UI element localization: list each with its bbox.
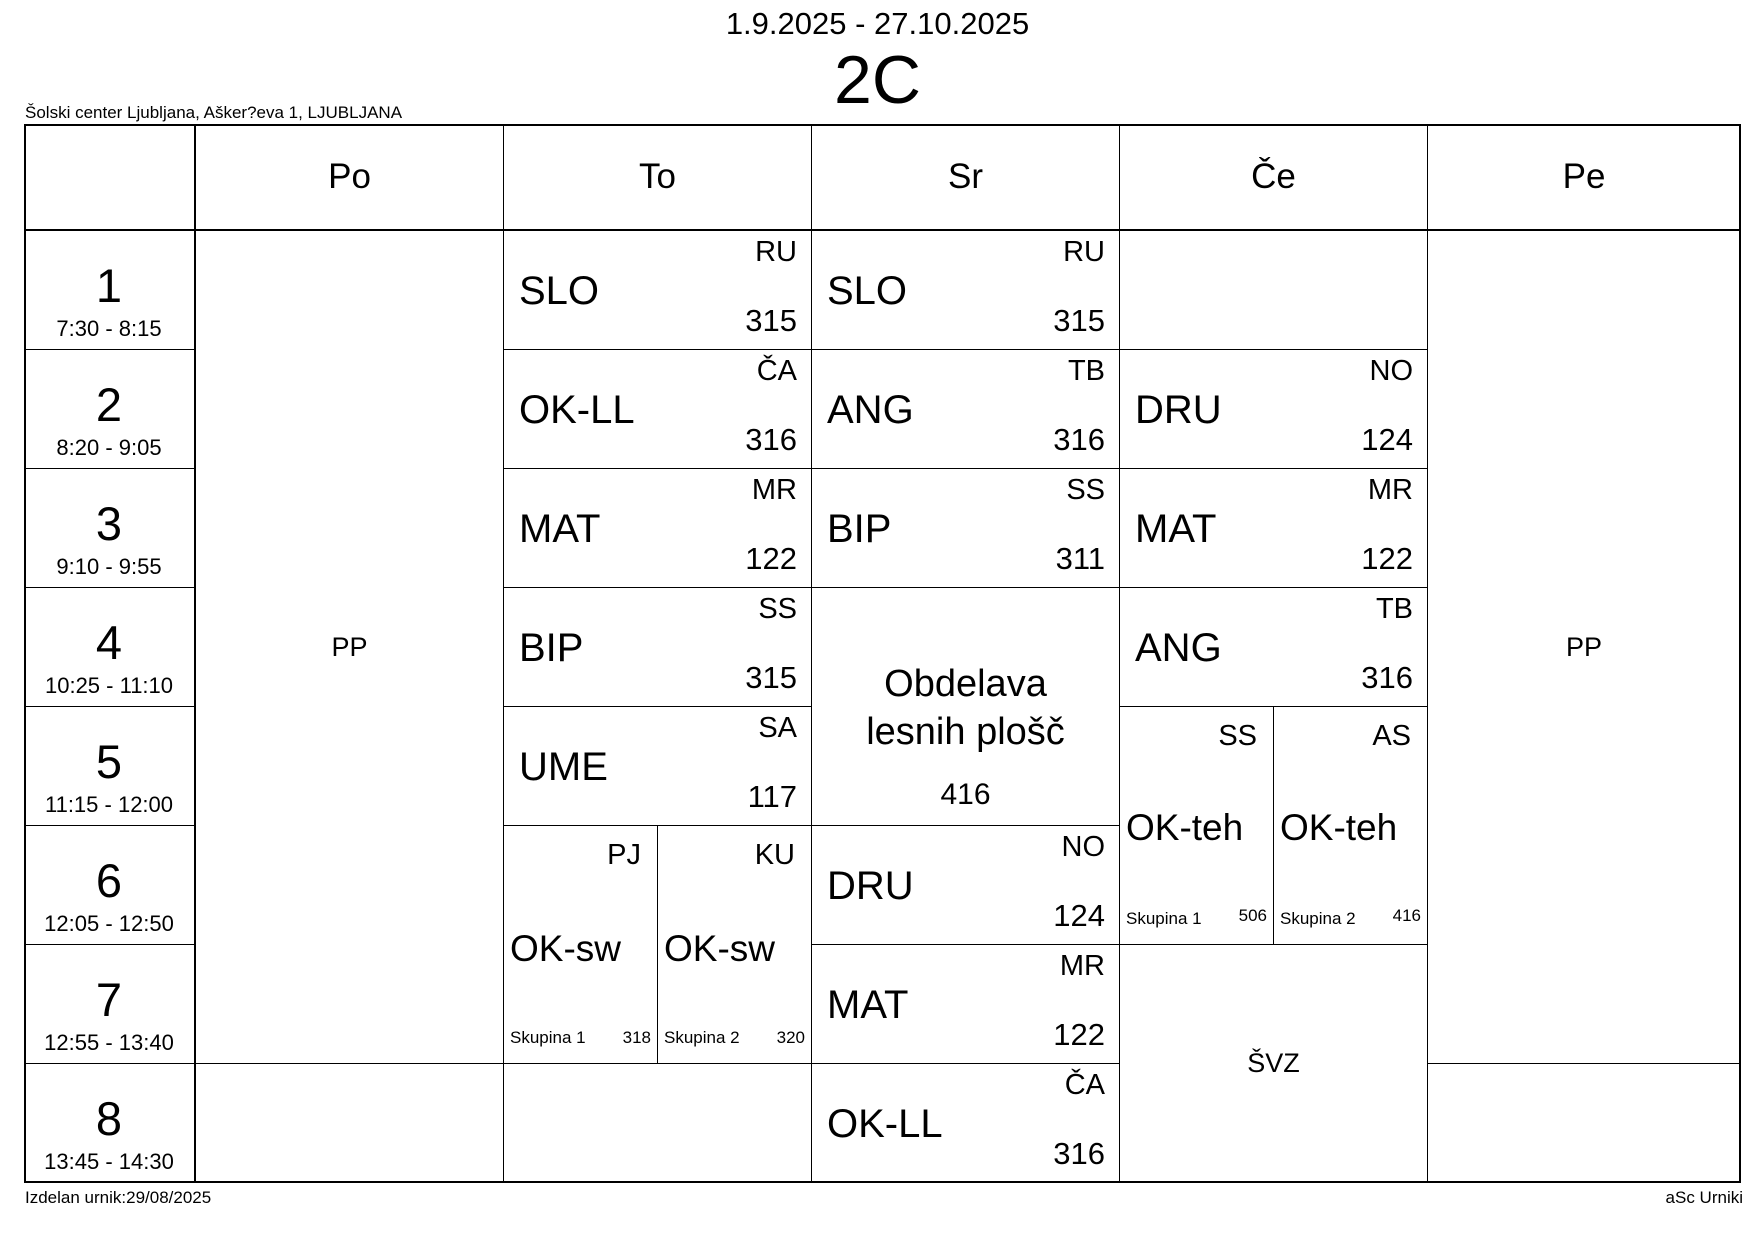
day-header-sr: Sr [812,124,1120,231]
room: 316 [1053,422,1105,457]
subject: ANG [827,388,914,432]
lesson-to-6-group2[interactable] [658,826,812,1064]
period-row [24,945,196,1064]
lesson-pe-pp[interactable]: PP [1428,231,1741,1064]
lesson-to-3[interactable] [504,469,812,588]
room: 318 [622,1028,651,1047]
subject: DRU [827,864,914,908]
lesson-to-5[interactable] [504,707,812,826]
group-label: Skupina 1 [510,1028,586,1047]
day-header-pe: Pe [1428,124,1741,231]
teacher: SS [1218,720,1257,752]
room: 316 [1053,1136,1105,1171]
room: 315 [745,660,797,695]
subject: OK-sw [510,928,621,969]
period-number: 2 [95,378,123,431]
empty-cell [196,1064,504,1183]
subject: SLO [519,269,600,313]
room: 316 [1361,660,1413,695]
room: 315 [745,303,797,338]
lesson-sr-3[interactable] [812,469,1120,588]
period-time: 11:15 - 12:00 [44,792,174,817]
lesson-sr-6[interactable] [812,826,1120,945]
subject: ANG [1135,626,1222,670]
subject: DRU [1135,388,1222,432]
empty-cell [1120,231,1428,350]
lesson-ce-4[interactable] [1120,588,1428,707]
period-number: 7 [95,973,123,1026]
lesson-sr-2[interactable] [812,350,1120,469]
subject: OK-sw [664,928,775,969]
room: 416 [1392,906,1421,925]
period-time: 9:10 - 9:55 [56,554,162,579]
class-name-title: 2C [834,42,921,118]
room: 416 [940,778,991,811]
period-row [24,350,196,469]
day-header-ce: Če [1120,124,1428,231]
teacher: RU [755,236,797,268]
period-row [24,469,196,588]
teacher: SA [758,712,797,744]
subject: OK-teh [1126,807,1244,848]
subject: BIP [827,507,892,551]
lesson-sr-4-5[interactable] [812,588,1120,826]
lesson-to-2[interactable] [504,350,812,469]
corner-cell [24,124,196,231]
room: 122 [745,541,797,576]
created-date: Izdelan urnik:29/08/2025 [25,1188,212,1207]
teacher: MR [751,474,797,506]
day-header-to: To [504,124,812,231]
subject: OK-LL [827,1102,943,1146]
subject: MAT [827,983,909,1027]
lesson-ce-5-group1[interactable] [1120,707,1274,945]
subject-line-2: lesnih plošč [866,711,1065,753]
room: 320 [776,1028,805,1047]
period-time: 12:05 - 12:50 [44,911,174,936]
lesson-ce-svz[interactable]: ŠVZ [1120,945,1428,1183]
teacher: MR [1059,950,1105,982]
subject: OK-LL [519,388,635,432]
period-time: 7:30 - 8:15 [56,316,162,341]
teacher: ČA [756,355,797,387]
lesson-to-4[interactable] [504,588,812,707]
group-label: Skupina 2 [664,1028,740,1047]
teacher: NO [1369,355,1413,387]
subject-line-1: Obdelava [884,663,1047,705]
room: 122 [1361,541,1413,576]
teacher: NO [1061,831,1105,863]
subject: OK-teh [1280,807,1398,848]
group-label: Skupina 2 [1280,909,1356,928]
room: 124 [1053,898,1105,933]
teacher: MR [1367,474,1413,506]
teacher: TB [1067,355,1105,387]
lesson-to-6-group1[interactable] [504,826,658,1064]
group-label: Skupina 1 [1126,909,1202,928]
room: 117 [747,779,797,814]
day-header-po: Po [196,124,504,231]
teacher: RU [1063,236,1105,268]
room: 124 [1361,422,1413,457]
teacher: PJ [607,839,641,871]
empty-cell [1428,1064,1741,1183]
subject: BIP [519,626,584,670]
lesson-ce-5-group2[interactable] [1274,707,1428,945]
period-number: 6 [95,854,123,907]
date-range: 1.9.2025 - 27.10.2025 [725,6,1030,41]
lesson-sr-7[interactable] [812,945,1120,1064]
lesson-to-1[interactable] [504,231,812,350]
teacher: TB [1375,593,1413,625]
brand-label: aSc Urniki [1665,1188,1743,1207]
lesson-sr-8[interactable] [812,1064,1120,1183]
room: 122 [1053,1017,1105,1052]
teacher: KU [754,839,795,871]
subject: UME [519,745,608,789]
subject: MAT [1135,507,1217,551]
lesson-ce-2[interactable] [1120,350,1428,469]
room: 316 [745,422,797,457]
room: 315 [1053,303,1105,338]
period-time: 8:20 - 9:05 [56,435,162,460]
period-number: 8 [95,1092,123,1145]
empty-cell [504,1064,812,1183]
period-row [24,707,196,826]
teacher: SS [758,593,797,625]
period-number: 5 [95,735,123,788]
period-number: 3 [95,497,123,550]
period-time: 12:55 - 13:40 [44,1030,174,1055]
period-time: 10:25 - 11:10 [44,673,174,698]
teacher: AS [1372,720,1411,752]
subject [812,660,1119,756]
period-row [24,1064,196,1183]
subject: MAT [519,507,601,551]
subject: SLO [827,269,908,313]
period-number: 1 [95,259,123,312]
lesson-po-pp[interactable]: PP [196,231,504,1064]
period-row [24,826,196,945]
period-number: 4 [95,616,123,669]
timetable-grid [24,124,1741,1183]
lesson-sr-1[interactable] [812,231,1120,350]
school-name: Šolski center Ljubljana, Ašker?eva 1, LJUBLJANA [25,103,403,122]
period-time: 13:45 - 14:30 [44,1149,174,1174]
teacher: SS [1066,474,1105,506]
room: 311 [1055,541,1105,576]
period-row [24,231,196,350]
teacher: ČA [1064,1069,1105,1101]
lesson-ce-3[interactable] [1120,469,1428,588]
room: 506 [1238,906,1267,925]
period-row [24,588,196,707]
